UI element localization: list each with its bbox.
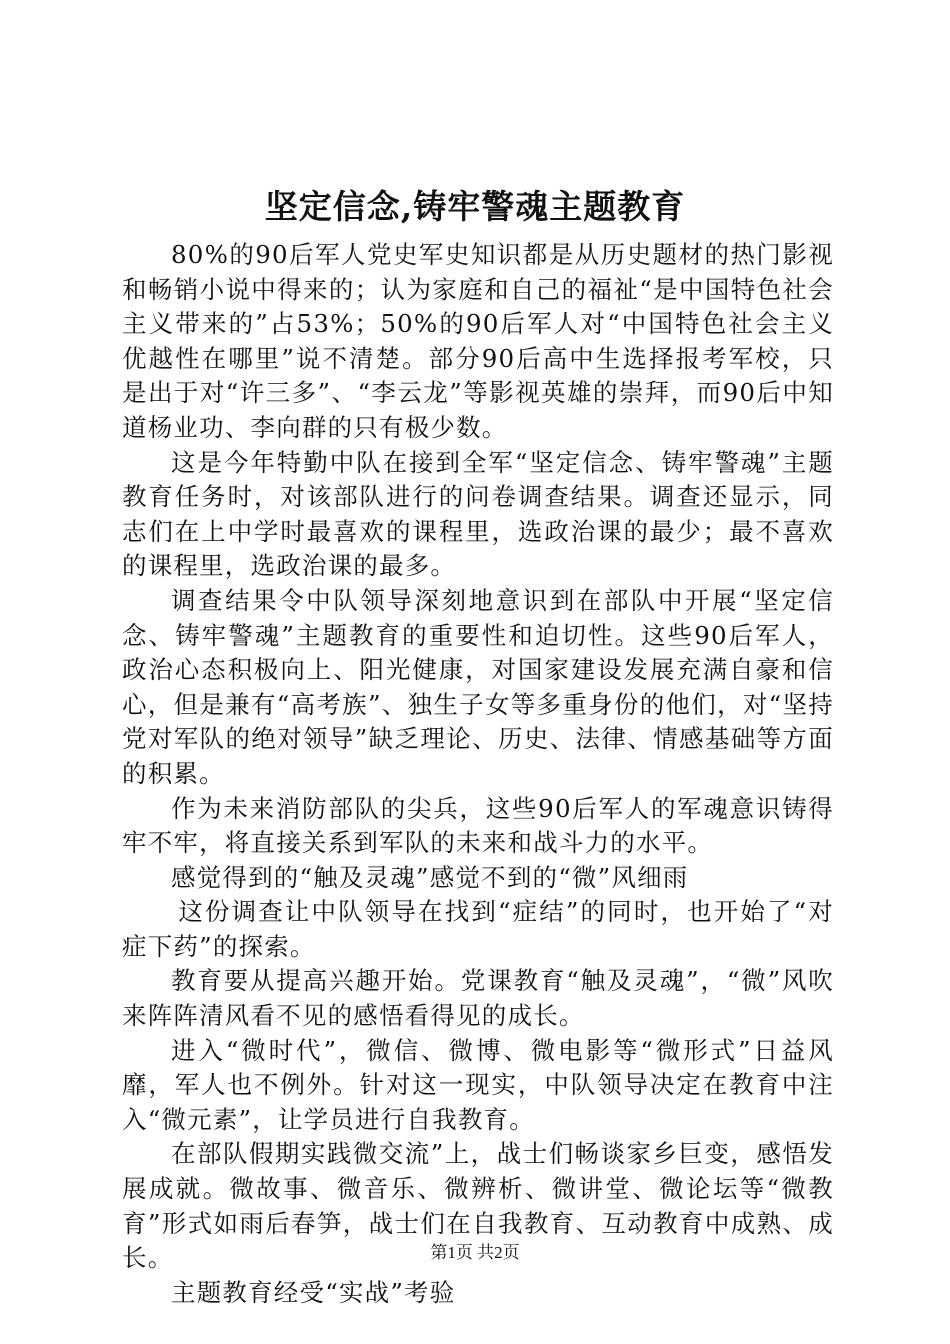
section-heading: 感觉得到的“触及灵魂”感觉不到的“微”风细雨 bbox=[171, 862, 689, 892]
paragraph: 这份调查让中队领导在找到“症结”的同时，也开始了“对症下药”的探索。 bbox=[122, 897, 834, 961]
paragraph: 进入“微时代”，微信、微博、微电影等“微形式”日益风靡，军人也不例外。针对这一现实，中队领导决定在教育中注入“微元素”，让学员进行自我教育。 bbox=[122, 1035, 834, 1134]
page-number-footer: 第1页 共2页 bbox=[430, 1243, 520, 1262]
paragraph: 在部队假期实践微交流”上，战士们畅谈家乡巨变，感悟发展成就。微故事、微音乐、微辨析、微讲堂、微论坛等“微教育”形式如雨后春笋，战士们在自我教育、互动教育中成熟、成长。 bbox=[122, 1139, 834, 1273]
paragraph: 80%的90后军人党史军史知识都是从历史题材的热门影视和畅销小说中得来的；认为家庭和自己的福祉“是中国特色社会主义带来的”占53%；50%的90后军人对“中国特色社会主义优越性在哪里”说不清楚。部分90后高中生选择报考军校，只是出于对“许三多”、“李云龙”等影视英雄的崇拜，而90后中知道杨业功、李向群的只有极少数。 bbox=[122, 240, 834, 442]
document-title: 坚定信念,铸牢警魂主题教育 bbox=[264, 187, 686, 226]
paragraph: 这是今年特勤中队在接到全军“坚定信念、铸牢警魂”主题教育任务时，对该部队进行的问卷调查结果。调查还显示，同志们在上中学时最喜欢的课程里，选政治课的最少；最不喜欢的课程里，选政治课的最多。 bbox=[122, 447, 834, 581]
document-body bbox=[122, 238, 834, 1310]
paragraph: 调查结果令中队领导深刻地意识到在部队中开展“坚定信念、铸牢警魂”主题教育的重要性和迫切性。这些90后军人，政治心态积极向上、阳光健康，对国家建设发展充满自豪和信心，但是兼有“高考族”、独生子女等多重身份的他们，对“坚持党对军队的绝对领导”缺乏理论、历史、法律、情感基础等方面的积累。 bbox=[122, 585, 834, 788]
paragraph: 作为未来消防部队的尖兵，这些90后军人的军魂意识铸得牢不牢，将直接关系到军队的未来和战斗力的水平。 bbox=[122, 793, 834, 858]
paragraph: 教育要从提高兴趣开始。党课教育“触及灵魂”，“微”风吹来阵阵清风看不见的感悟看得见的成长。 bbox=[122, 966, 834, 1031]
section-heading: 主题教育经受“实战”考验 bbox=[171, 1277, 456, 1307]
